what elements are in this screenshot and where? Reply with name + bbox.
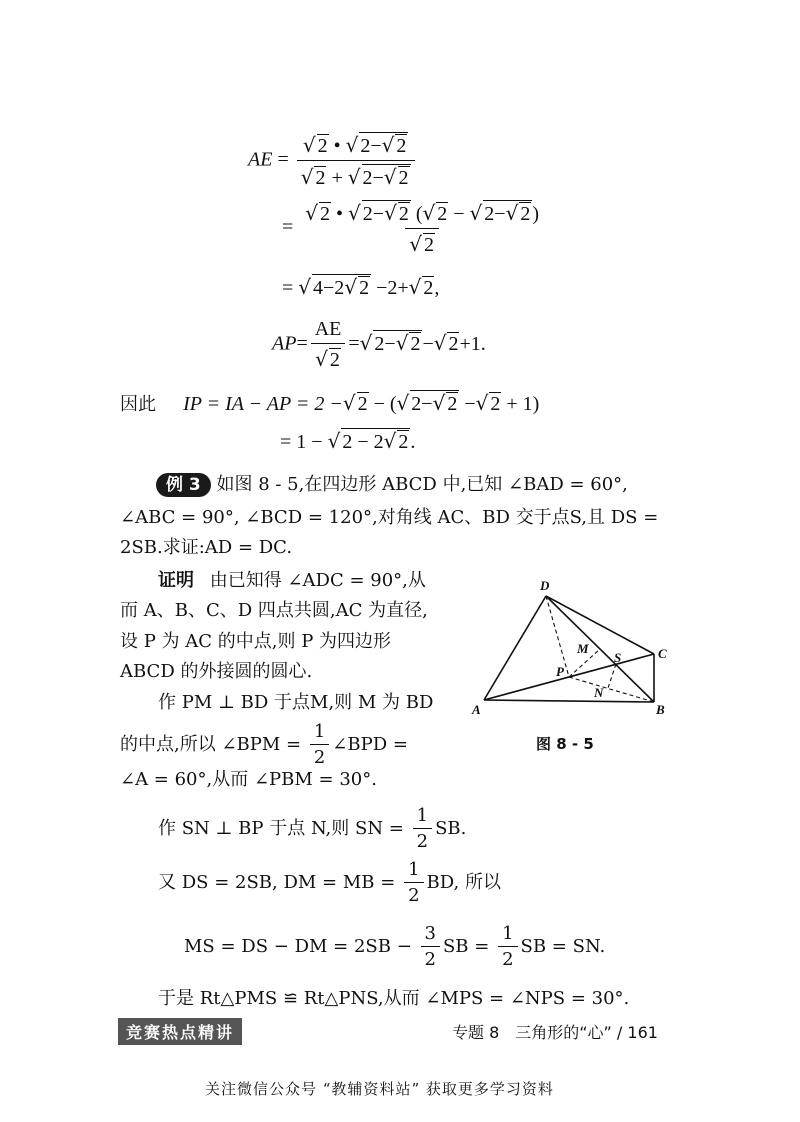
proof-line-6: 的中点,所以 ∠BPM = $\frac{1}{2}$ ∠BPD =: [120, 721, 408, 768]
proof-line-1: 证明 由已知得 ∠ADC = 90°,从: [158, 570, 426, 591]
eq-row-2: = $\frac{√ 2 • √ 2-√ 2 (√ 2 - √ 2-√ 2 )}{√ 2}$: [282, 200, 546, 257]
proof-line-10: MS = DS − DM = 2SB − $\frac{3}{2}$ SB = $\frac{1}{2}$ SB = SN.: [184, 923, 606, 970]
proof-line-4: ABCD 的外接圆的圆心.: [120, 661, 313, 682]
eq-row-3: = √ 4−2√ 2 −2+√ 2,: [282, 275, 440, 299]
example-badge: 例 3: [156, 473, 211, 497]
edge-da: [484, 596, 546, 700]
figure-caption: 图 8 - 5: [536, 735, 594, 753]
proof-line-11: 于是 Rt△PMS ≌ Rt△PNS,从而 ∠MPS = ∠NPS = 30°.: [158, 988, 630, 1009]
label-m: M: [577, 641, 589, 656]
ap-fraction: $\frac{AE}{√ 2}$: [311, 318, 346, 372]
example-line-3: 2SB.求证:AD = DC.: [120, 537, 293, 558]
proof-line-5: 作 PM ⊥ BD 于点M,则 M 为 BD: [158, 692, 434, 713]
therefore-row-2: = 1 − √ 2 − 2√ 2 .: [280, 429, 416, 453]
label-n: N: [594, 685, 604, 700]
label-d: D: [540, 578, 550, 593]
example-line-1: 例 3 如图 8 - 5,在四边形 ABCD 中,已知 ∠BAD = 60°,: [156, 470, 628, 500]
figure-8-5: [468, 570, 678, 720]
footer-section-tag: 竞赛热点精讲: [118, 1018, 242, 1045]
label-p: P: [556, 664, 564, 679]
ae-lhs: AE: [248, 148, 273, 171]
edge-cd: [546, 596, 654, 654]
footer-watermark-note: 关注微信公众号 “教辅资料站” 获取更多学习资料: [205, 1080, 554, 1098]
proof-line-7: ∠A = 60°,从而 ∠PBM = 30°.: [120, 769, 377, 790]
proof-line-9: 又 DS = 2SB, DM = MB = $\frac{1}{2}$ BD, 所以: [158, 859, 501, 906]
therefore-label: 因此: [120, 394, 156, 415]
footer-page-info: 专题 8 三角形的“心” / 161: [452, 1023, 658, 1042]
label-b: B: [656, 702, 665, 717]
proof-label: 证明: [158, 570, 194, 591]
example-line-2: ∠ABC = 90°, ∠BCD = 120°,对角线 AC、BD 交于点S,且 DS =: [120, 507, 659, 528]
proof-line-3: 设 P 为 AC 的中点,则 P 为四边形: [120, 631, 392, 652]
label-s: S: [614, 650, 622, 665]
eq-ae-row: AE = $\frac{√ 2 • √ 2-√ 2}{√ 2 + √ 2-√ 2}$: [248, 132, 418, 190]
label-c: C: [658, 646, 667, 661]
segment-sn: [608, 664, 616, 688]
rationalized-fraction: $\frac{√ 2 • √ 2-√ 2 (√ 2 - √ 2-√ 2 )}{√ 2}$: [305, 201, 539, 256]
edge-ab: [484, 700, 654, 702]
label-a: A: [472, 702, 481, 717]
proof-line-2: 而 A、B、C、D 四点共圆,AC 为直径,: [120, 600, 428, 621]
eq-ap-row: AP= $\frac{AE}{√ 2}$ =√ 2−√ 2 −√ 2+1.: [272, 318, 486, 371]
proof-line-8: 作 SN ⊥ BP 于点 N,则 SN = $\frac{1}{2}$ SB.: [158, 805, 467, 852]
therefore-row-1: 因此 IP = IA − AP = 2 −√ 2 − (√ 2−√ 2 −√ 2 + 1): [120, 391, 540, 415]
ae-fraction: $\frac{√ 2 • √ 2-√ 2}{√ 2 + √ 2-√ 2}$: [297, 132, 415, 190]
